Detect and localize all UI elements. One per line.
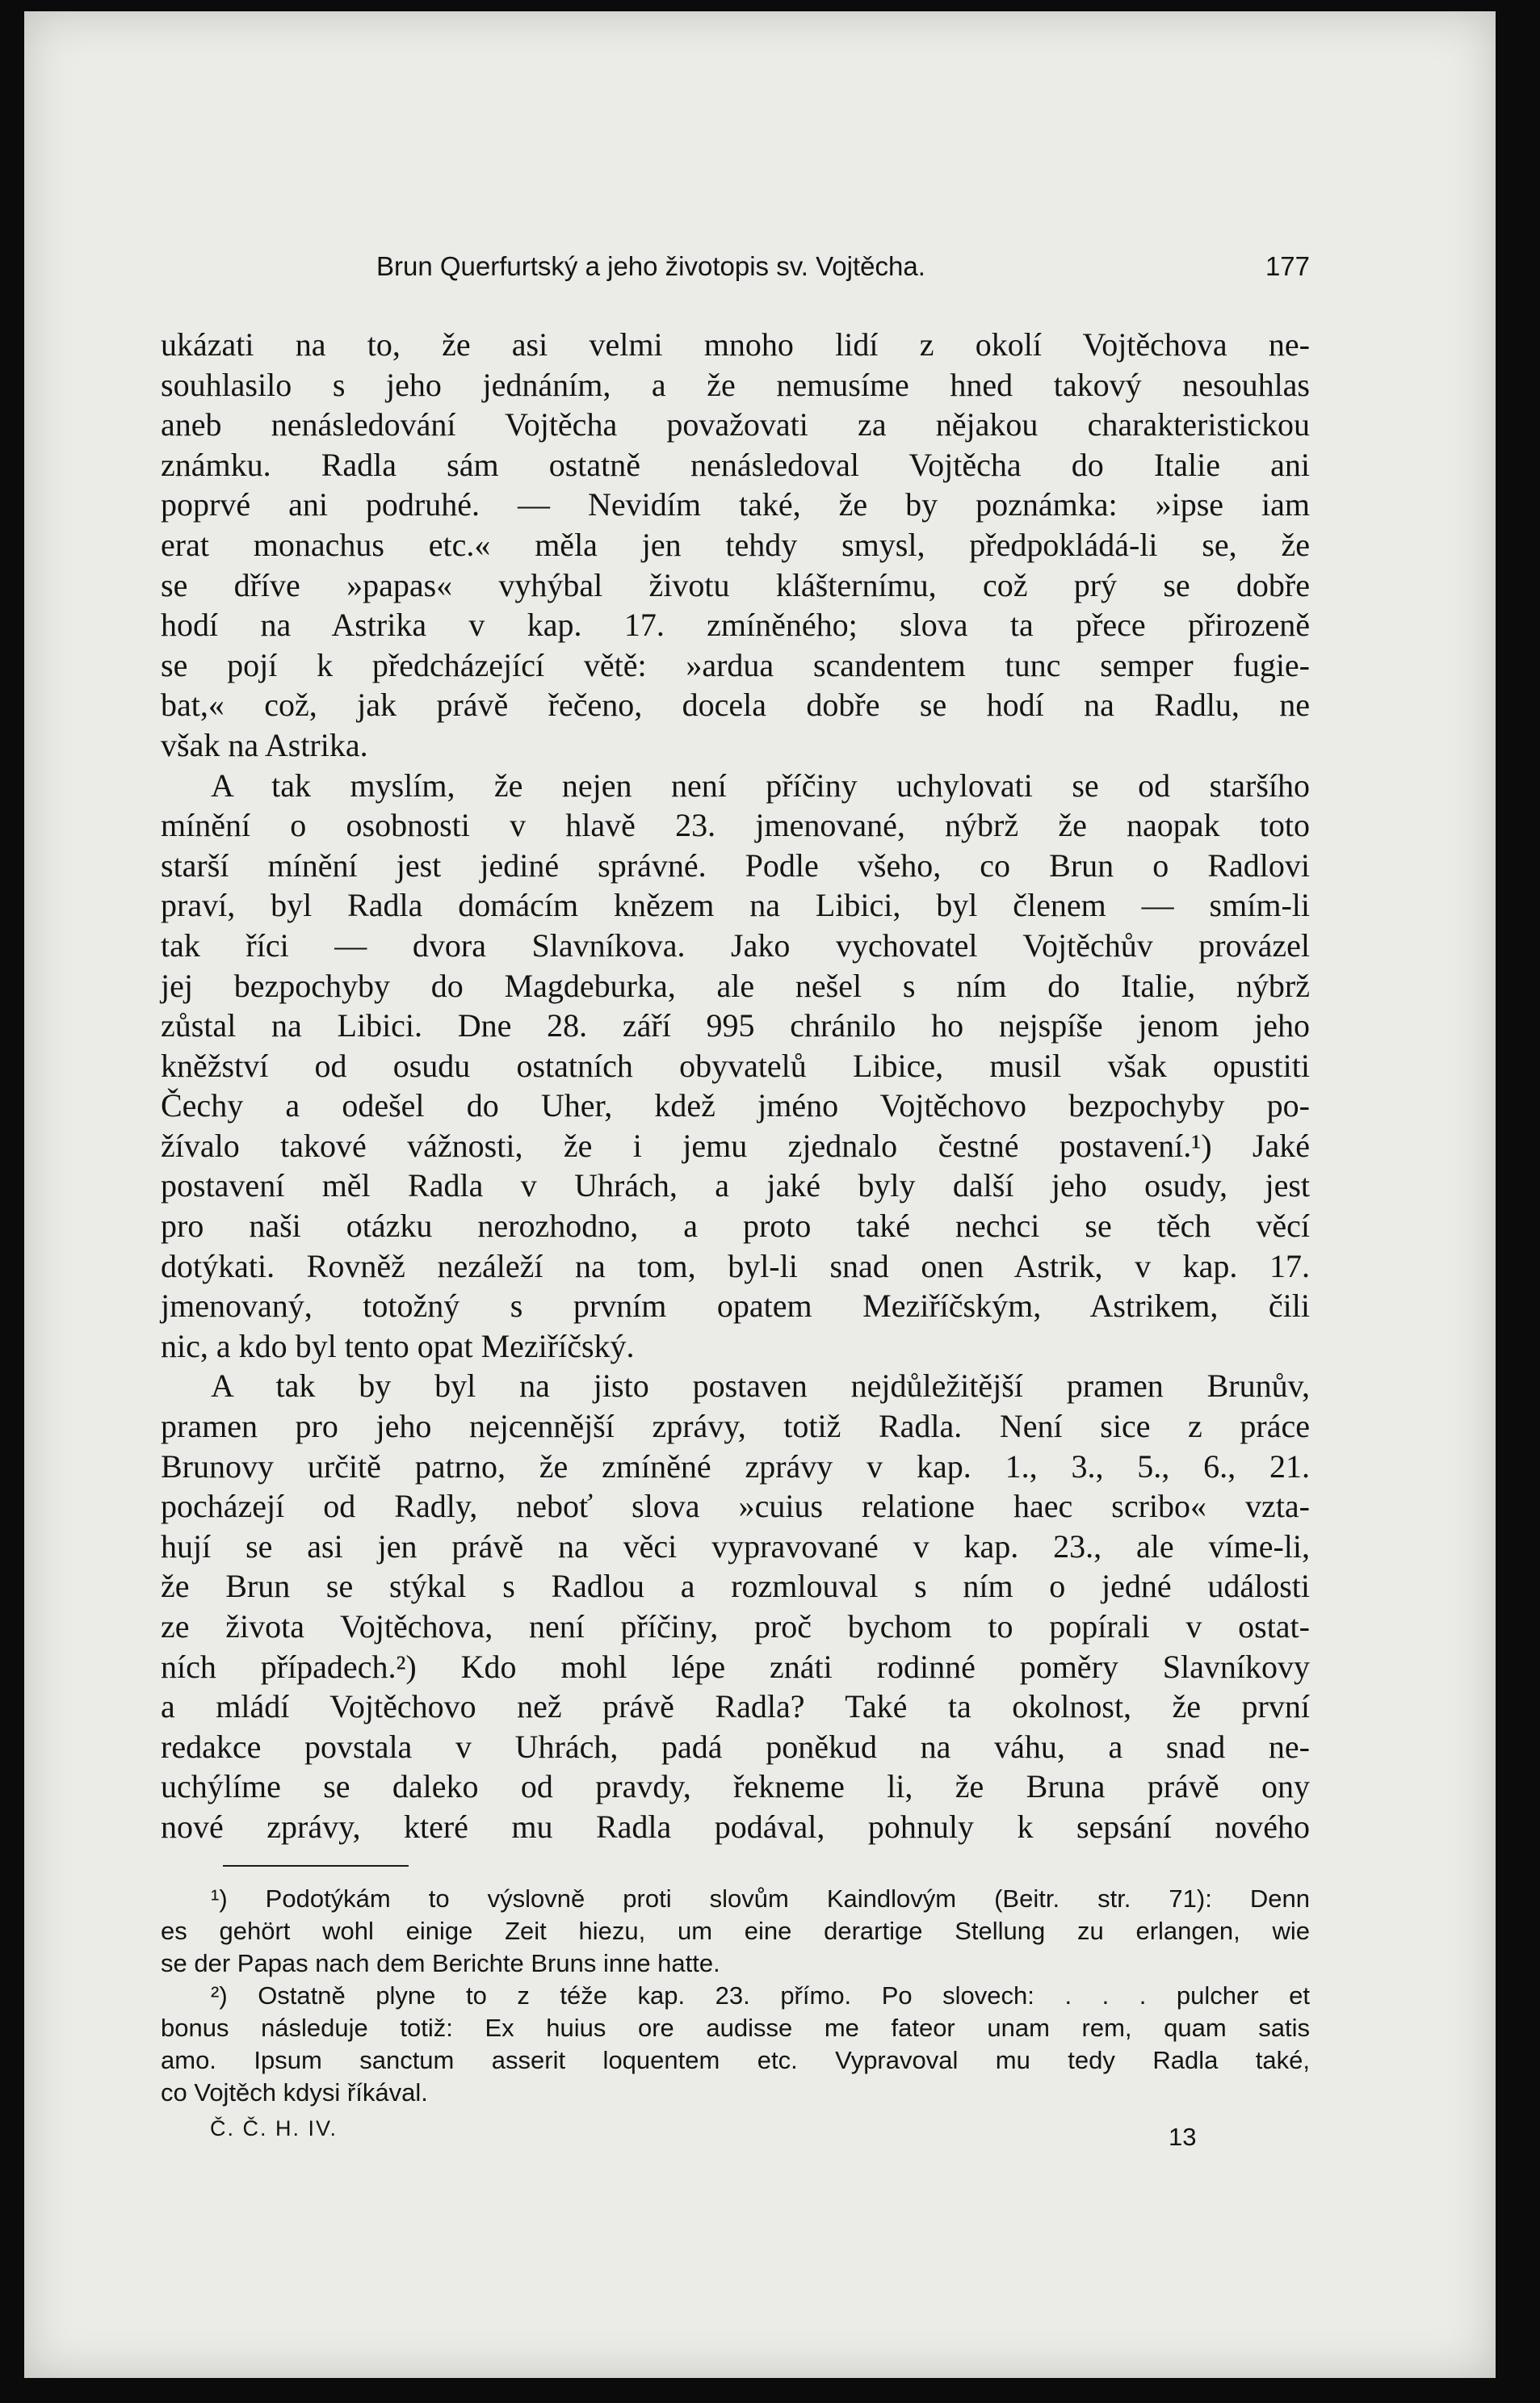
body-line: však na Astrika. (161, 726, 368, 763)
signature-mark: Č. Č. H. IV. (210, 2116, 338, 2140)
footnote-line: ²) Ostatně plyne to z téže kap. 23. přímo. Po slovech: . . . pulcher et (211, 1981, 1310, 2010)
footnote-line: co Vojtěch kdysi říkával. (161, 2078, 428, 2107)
body-line: pocházejí od Radly, neboť slova »cuius relatione haec scribo« vzta- (161, 1488, 1310, 1525)
body-line: dotýkati. Rovněž nezáleží na tom, byl-li snad onen Astrik, v kap. 17. (161, 1247, 1310, 1284)
footnote-line: bonus následuje totiž: Ex huius ore audisse me fateor unam rem, quam satis (161, 2014, 1310, 2042)
footnote-line: es gehört wohl einige Zeit hiezu, um eine derartige Stellung zu erlangen, wie (161, 1917, 1310, 1945)
body-line: zůstal na Libici. Dne 28. září 995 chránilo ho nejspíše jenom jeho (161, 1007, 1310, 1044)
footnote-line: ¹) Podotýkám to výslovně proti slovům Kaindlovým (Beitr. str. 71): Denn (211, 1884, 1310, 1913)
body-line: souhlasilo s jeho jednáním, a že nemusíme hned takový nesouhlas (161, 366, 1310, 403)
running-title: Brun Querfurtský a jeho životopis sv. Vojtěcha. (376, 251, 925, 281)
body-line: známku. Radla sám ostatně nenásledoval Vojtěcha do Italie ani (161, 446, 1310, 483)
body-line: ních případech.²) Kdo mohl lépe znáti rodinné poměry Slavníkovy (161, 1648, 1310, 1685)
body-line: postavení měl Radla v Uhrách, a jaké byly další jeho osudy, jest (161, 1167, 1310, 1204)
body-line: se pojí k předcházející větě: »ardua scandentem tunc semper fugie- (161, 646, 1310, 683)
body-line: jej bezpochyby do Magdeburka, ale nešel s ním do Italie, nýbrž (161, 967, 1310, 1004)
body-line: mínění o osobnosti v hlavě 23. jmenované, nýbrž že naopak toto (161, 807, 1310, 844)
page-sheet (24, 11, 1496, 2378)
sheet-number: 13 (1169, 2123, 1197, 2151)
footnotes (161, 1883, 1310, 2109)
footnote-line: amo. Ipsum sanctum asserit loquentem etc. Vypravoval mu tedy Radla také, (161, 2046, 1310, 2074)
body-line: tak říci — dvora Slavníkova. Jako vychovatel Vojtěchův provázel (161, 926, 1310, 964)
body-line: erat monachus etc.« měla jen tehdy smysl, předpokládá-li se, že (161, 526, 1310, 563)
body-line: Brunovy určitě patrno, že zmíněné zprávy v kap. 1., 3., 5., 6., 21. (161, 1447, 1310, 1485)
body-text (161, 325, 1310, 1847)
body-line: žívalo takové vážnosti, že i jemu zjednalo čestné postavení.¹) Jaké (161, 1127, 1310, 1164)
body-line: kněžství od osudu ostatních obyvatelů Libice, musil však opustiti (161, 1047, 1310, 1084)
body-line: redakce povstala v Uhrách, padá poněkud na váhu, a snad ne- (161, 1728, 1310, 1765)
body-line: A tak by byl na jisto postaven nejdůležitější pramen Brunův, (211, 1367, 1310, 1405)
body-line: hodí na Astrika v kap. 17. zmíněného; slova ta přece přirozeně (161, 607, 1310, 644)
body-line: starší mínění jest jediné správné. Podle všeho, co Brun o Radlovi (161, 847, 1310, 884)
body-line: pramen pro jeho nejcennější zprávy, totiž Radla. Není sice z práce (161, 1408, 1310, 1445)
body-line: uchýlíme se daleko od pravdy, řekneme li, že Bruna právě ony (161, 1768, 1310, 1805)
body-line: ze života Vojtěchova, není příčiny, proč bychom to popírali v ostat- (161, 1608, 1310, 1645)
footnote-divider (223, 1865, 409, 1867)
body-line: nové zprávy, které mu Radla podával, pohnuly k sepsání nového (161, 1808, 1310, 1845)
body-line: jmenovaný, totožný s prvním opatem Meziříčským, Astrikem, čili (161, 1288, 1310, 1325)
body-line: ukázati na to, že asi velmi mnoho lidí z okolí Vojtěchova ne- (161, 326, 1310, 363)
body-line: praví, byl Radla domácím knězem na Libici, byl členem — smím-li (161, 887, 1310, 924)
body-line: se dříve »papas« vyhýbal životu klášternímu, což prý se dobře (161, 566, 1310, 603)
body-line: aneb nenásledování Vojtěcha považovati za nějakou charakteristickou (161, 406, 1310, 443)
body-line: A tak myslím, že nejen není příčiny uchylovati se od staršího (211, 767, 1310, 804)
footnote-line: se der Papas nach dem Berichte Bruns inne hatte. (161, 1949, 720, 1977)
body-line: a mládí Vojtěchovo než právě Radla? Také ta okolnost, že první (161, 1688, 1310, 1725)
body-line: bat,« což, jak právě řečeno, docela dobře se hodí na Radlu, ne (161, 687, 1310, 724)
body-line: hují se asi jen právě na věci vypravované v kap. 23., ale víme-li, (161, 1527, 1310, 1565)
body-line: Čechy a odešel do Uher, kdež jméno Vojtěchovo bezpochyby po- (161, 1087, 1310, 1124)
page-number: 177 (1265, 251, 1310, 281)
body-line: pro naši otázku nerozhodno, a proto také nechci se těch věcí (161, 1208, 1310, 1245)
body-line: nic, a kdo byl tento opat Meziříčský. (161, 1327, 635, 1364)
body-line: poprvé ani podruhé. — Nevidím také, že by poznámka: »ipse iam (161, 486, 1310, 523)
body-line: že Brun se stýkal s Radlou a rozmlouval s ním o jedné události (161, 1568, 1310, 1605)
